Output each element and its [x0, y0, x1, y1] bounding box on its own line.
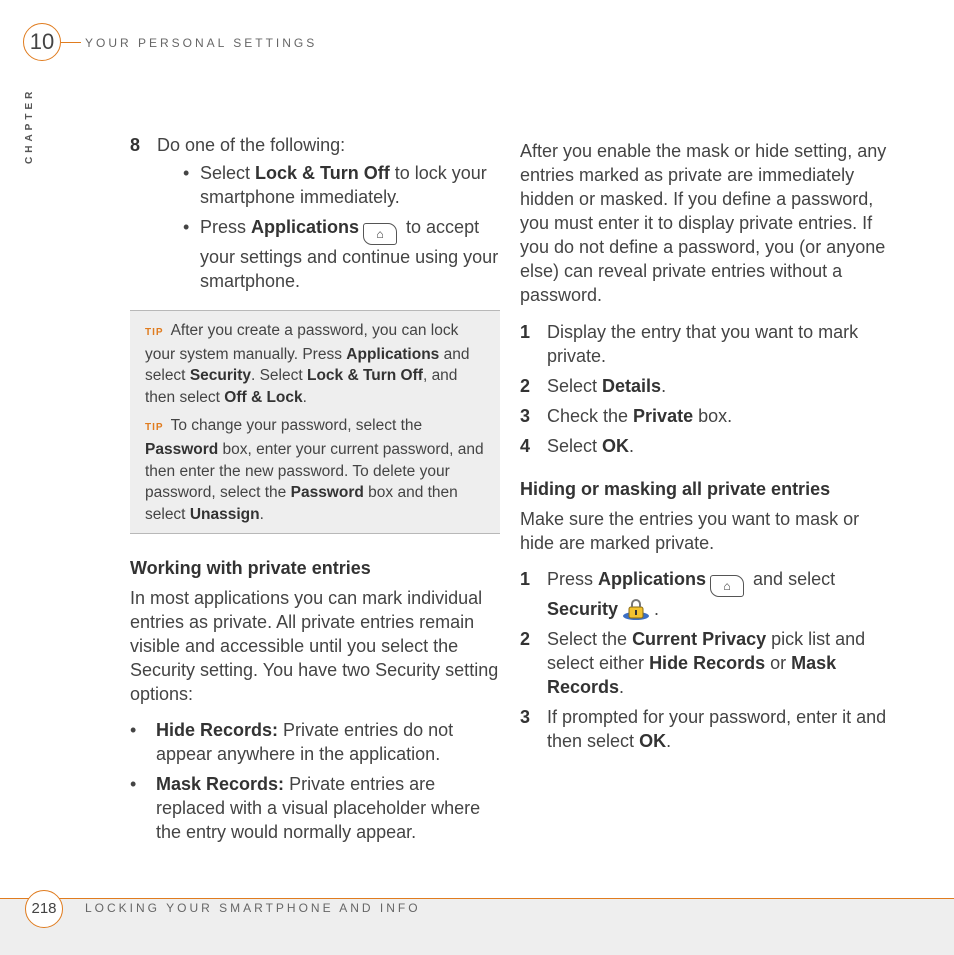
bold-term: Current Privacy	[632, 629, 767, 649]
option-press-applications	[183, 215, 500, 293]
chapter-label: CHAPTER	[24, 87, 35, 164]
text: Press	[200, 217, 252, 237]
text: and select	[748, 569, 836, 589]
step-2	[520, 627, 890, 699]
text: , and then select	[145, 367, 458, 406]
text: To change your password, select the	[170, 417, 423, 435]
tip-2	[145, 415, 486, 525]
steps-list	[520, 320, 890, 458]
text: Select	[200, 163, 256, 183]
bold-term: Applications	[251, 217, 360, 237]
footer-title: LOCKING YOUR SMARTPHONE AND INFO	[85, 901, 421, 915]
text: .	[302, 388, 307, 406]
step-8	[130, 133, 500, 293]
text: .	[654, 599, 660, 619]
step-number: 2	[520, 629, 531, 649]
text: .	[661, 376, 667, 396]
bold-term: OK	[639, 731, 667, 751]
security-options	[130, 718, 500, 844]
step-1	[520, 320, 890, 368]
text: If prompted for your password, enter it and then select	[547, 707, 887, 751]
section-intro: In most applications you can mark individual entries as private. All private entries remain visible and accessible until you select the Security setting. You have two Security setting options:	[130, 588, 499, 705]
step-2	[520, 374, 890, 398]
option-label: Hide Records:	[156, 720, 279, 741]
step-text: Do one of the following:	[157, 135, 346, 155]
text: pick list and select either	[547, 629, 866, 673]
step-text: Select	[547, 436, 603, 456]
text: box and then select	[145, 484, 458, 523]
bold-term: Password	[290, 484, 364, 502]
bold-term: Unassign	[189, 505, 260, 523]
text: After you create a password, you can lock your system manually. Press	[145, 322, 459, 363]
text: .	[629, 436, 635, 456]
running-head: YOUR PERSONAL SETTINGS	[85, 36, 318, 50]
tip-label: TIP	[145, 327, 164, 338]
tip-1	[145, 320, 486, 408]
text: Press	[547, 569, 599, 589]
section-heading-2: Hiding or masking all private entries	[520, 479, 831, 499]
text: box, enter your current password, and then enter the new password. To delete your password, select the	[145, 440, 484, 502]
header-rule	[61, 42, 81, 43]
steps-list-2	[520, 567, 890, 753]
step-8-options	[183, 161, 500, 293]
text: and select	[145, 345, 470, 385]
step-number: 1	[520, 322, 531, 342]
bold-term: OK	[602, 436, 630, 456]
bold-term: Security	[189, 367, 251, 385]
bold-term: Password	[145, 440, 219, 458]
section-heading: Working with private entries	[130, 558, 371, 579]
bold-term: Applications	[598, 569, 707, 589]
bold-term: Lock & Turn Off	[255, 163, 390, 183]
option-lock-turn-off	[183, 161, 500, 209]
step-1	[520, 567, 890, 621]
bold-term: Lock & Turn Off	[306, 367, 423, 385]
page-number: 218	[25, 890, 63, 928]
option-mask-records	[130, 772, 500, 844]
step-text: Check the	[547, 406, 634, 426]
step-number: 2	[520, 376, 531, 396]
option-hide-records	[130, 718, 500, 766]
bold-term: Mask Records	[547, 653, 837, 697]
chapter-number: 10	[23, 23, 61, 61]
security-lock-icon	[621, 598, 651, 620]
text: to lock your smartphone immediately.	[200, 163, 487, 207]
option-label: Mask Records:	[156, 774, 285, 795]
text: .	[666, 731, 672, 751]
option-text: Private entries do not appear anywhere in the application.	[156, 720, 454, 765]
bold-term: Off & Lock	[224, 388, 303, 406]
option-text: Private entries are replaced with a visual placeholder where the entry would normally appear.	[156, 774, 481, 843]
bold-term: Details	[602, 376, 662, 396]
step-4	[520, 434, 890, 458]
step-text: Display the entry that you want to mark private.	[547, 322, 859, 366]
step-number: 1	[520, 569, 531, 589]
text: to accept your settings and continue using your smartphone.	[200, 217, 499, 291]
applications-key-icon: ⌂	[363, 223, 397, 245]
bold-term: Security	[547, 599, 619, 619]
step-number: 4	[520, 436, 531, 456]
step-3	[520, 705, 890, 753]
applications-key-icon: ⌂	[710, 575, 744, 597]
section-intro-2: Make sure the entries you want to mask or hide are marked private.	[520, 509, 860, 553]
text: Select the	[547, 629, 633, 649]
text: .	[619, 677, 625, 697]
text: . Select	[250, 367, 307, 385]
step-3	[520, 404, 890, 428]
tip-label: TIP	[145, 422, 164, 434]
text: box.	[693, 406, 733, 426]
step-number: 8	[130, 135, 141, 155]
bold-term: Private	[633, 406, 694, 426]
right-intro: After you enable the mask or hide setting, any entries marked as private are immediately hidden or masked. If you define a password, you must enter it to display private entries. If you do not define a password, you (or anyone else) can reveal private entries without a password.	[520, 141, 887, 305]
step-number: 3	[520, 707, 531, 727]
right-column	[520, 139, 890, 759]
bold-term: Hide Records	[649, 653, 766, 673]
text: or	[765, 653, 792, 673]
step-number: 3	[520, 406, 531, 426]
bold-term: Applications	[346, 345, 440, 363]
left-column	[130, 133, 500, 850]
text: .	[259, 505, 264, 523]
tip-box	[130, 310, 500, 534]
step-text: Select	[547, 376, 603, 396]
